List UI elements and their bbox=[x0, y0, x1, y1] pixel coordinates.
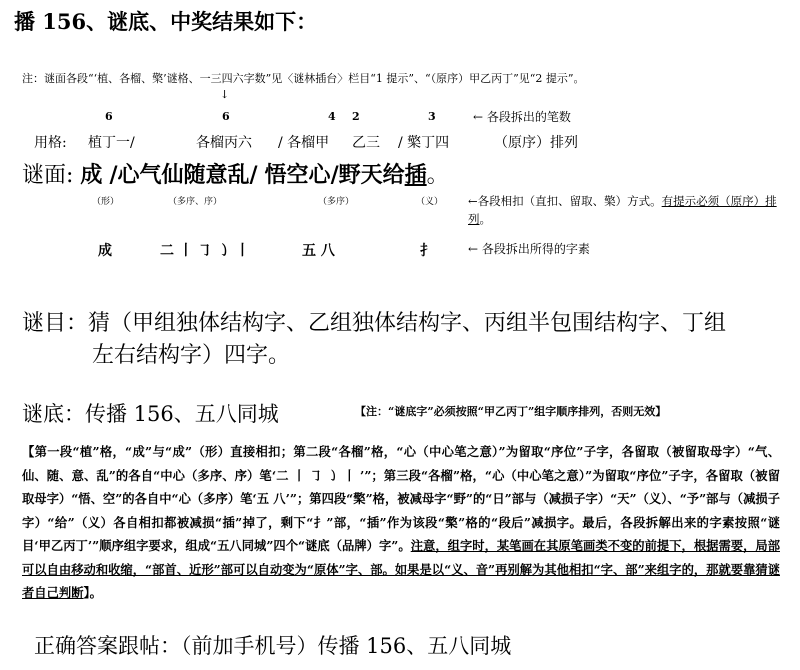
method-underlined: 有提示必须（原序）排列 bbox=[468, 194, 777, 226]
stroke-count-3: 4 bbox=[328, 110, 336, 123]
stroke-count-1: 6 bbox=[105, 110, 113, 123]
footer-instruction: 正确答案跟帖：（前加手机号）传播 156、五八同城 bbox=[34, 634, 512, 658]
component-2: 二 丨 ㇆ ㇁ 丨 bbox=[160, 243, 250, 259]
segment-tag-4: （义） bbox=[416, 197, 444, 207]
method-note bbox=[468, 192, 788, 228]
usage-part-1: 植丁一/ bbox=[88, 135, 135, 151]
method-end: 。 bbox=[479, 212, 491, 226]
component-1: 成 bbox=[98, 243, 112, 259]
usage-label: 用格: bbox=[34, 135, 67, 151]
explanation-main: 【第一段“植”格，“成”与“成”（形）直接相扣；第二段“各榴”格，“心（中心笔之意）”为留取“序位”子字，各留取（被留取母字）“气、仙、随、意、乱”的各自“中心（多序、序）笔‘二 丨 ㇆ ㇁ 丨 ’”；第三段“各榴”格，“心（中心笔之意）”为留取“序位”子字，各留取（被留取母字）“悟、空”的各自中“心（多序）笔‘五 八’”；第四段“檠”格，被减母字“野”的“日”部与（减损子字）“天”（义）、“予”部与（减损子字）“给”（义）各自相扣都被减损“插”掉了，剩下“扌”部，“插”作为该段“檠”格的“段后”减损字。最后，各段拆解出来的字素按照“谜目‘甲乙丙丁’”顺序组字要求，组成“五八同城”四个“谜底（品牌）字”。 bbox=[22, 444, 780, 553]
explanation-underlined: 注意，组字时，某笔画在其原笔画类不变的前提下，根据需要，局部可以自由移动和收缩，“部首、近形”部可以自动变为“原体”字、部。如果是以“义、音”再别解为其他相扣“字、部”来组字的，那就要靠猜谜者自己判断 bbox=[22, 538, 780, 600]
riddle-segment-2: 心气仙随意乱 bbox=[117, 162, 250, 188]
riddle-face bbox=[22, 158, 449, 189]
riddle-face-label: 谜面: bbox=[22, 163, 74, 188]
note-text: 注：谜面各段“‘植、各榴、檠’谜格、一三四六字数”见〈谜林插台〉栏目“1 提示”、“（原序）甲乙丙丁”见“2 提示”。 bbox=[22, 72, 585, 85]
component-4: 扌 bbox=[420, 243, 434, 259]
stroke-count-label: ← 各段拆出的笔数 bbox=[473, 110, 571, 124]
riddle-target-line-2: 左右结构字）四字。 bbox=[92, 343, 291, 368]
riddle-segment-4: 野天给 bbox=[338, 162, 405, 188]
segment-tag-1: （形） bbox=[92, 197, 120, 207]
explanation bbox=[22, 440, 780, 605]
riddle-segment-4-underlined: 插 bbox=[404, 162, 427, 188]
riddle-separator: / bbox=[330, 162, 339, 188]
segment-tag-2: （多序、序） bbox=[168, 197, 223, 207]
riddle-segment-4-end: 。 bbox=[426, 163, 449, 188]
riddle-segment-1: 成 bbox=[80, 162, 103, 188]
component-label: ← 各段拆出所得的字素 bbox=[468, 242, 590, 256]
usage-part-4: 乙三 bbox=[352, 135, 380, 151]
stroke-count-5: 3 bbox=[428, 110, 436, 123]
answer: 谜底：传播 156、五八同城 bbox=[22, 402, 279, 426]
stroke-count-2: 6 bbox=[222, 110, 230, 123]
usage-part-2: 各榴丙六 bbox=[196, 135, 252, 151]
component-3: 五 八 bbox=[302, 243, 335, 259]
usage-part-6: （原序）排列 bbox=[494, 135, 578, 151]
page-title: 播 156、谜底、中奖结果如下： bbox=[14, 9, 318, 34]
segment-tag-3: （多序） bbox=[318, 197, 355, 207]
down-arrow-icon: ↓ bbox=[220, 88, 230, 101]
riddle-target-line-1: 谜目：猜（甲组独体结构字、乙组独体结构字、丙组半包围结构字、丁组 bbox=[22, 311, 727, 336]
stroke-count-4: 2 bbox=[352, 110, 360, 123]
answer-note: 【注：“谜底字”必须按照“甲乙丙丁”组字顺序排列，否则无效】 bbox=[355, 405, 667, 418]
usage-part-3: / 各榴甲 bbox=[278, 135, 330, 151]
usage-part-5: / 檠丁四 bbox=[398, 135, 450, 151]
riddle-segment-3: 悟空心 bbox=[264, 162, 331, 188]
riddle-separator: / bbox=[249, 162, 258, 188]
method-text: ←各段相扣（直扣、留取、檠）方式。 bbox=[468, 194, 662, 208]
riddle-separator: / bbox=[109, 162, 118, 188]
explanation-end: 】。 bbox=[83, 585, 102, 600]
